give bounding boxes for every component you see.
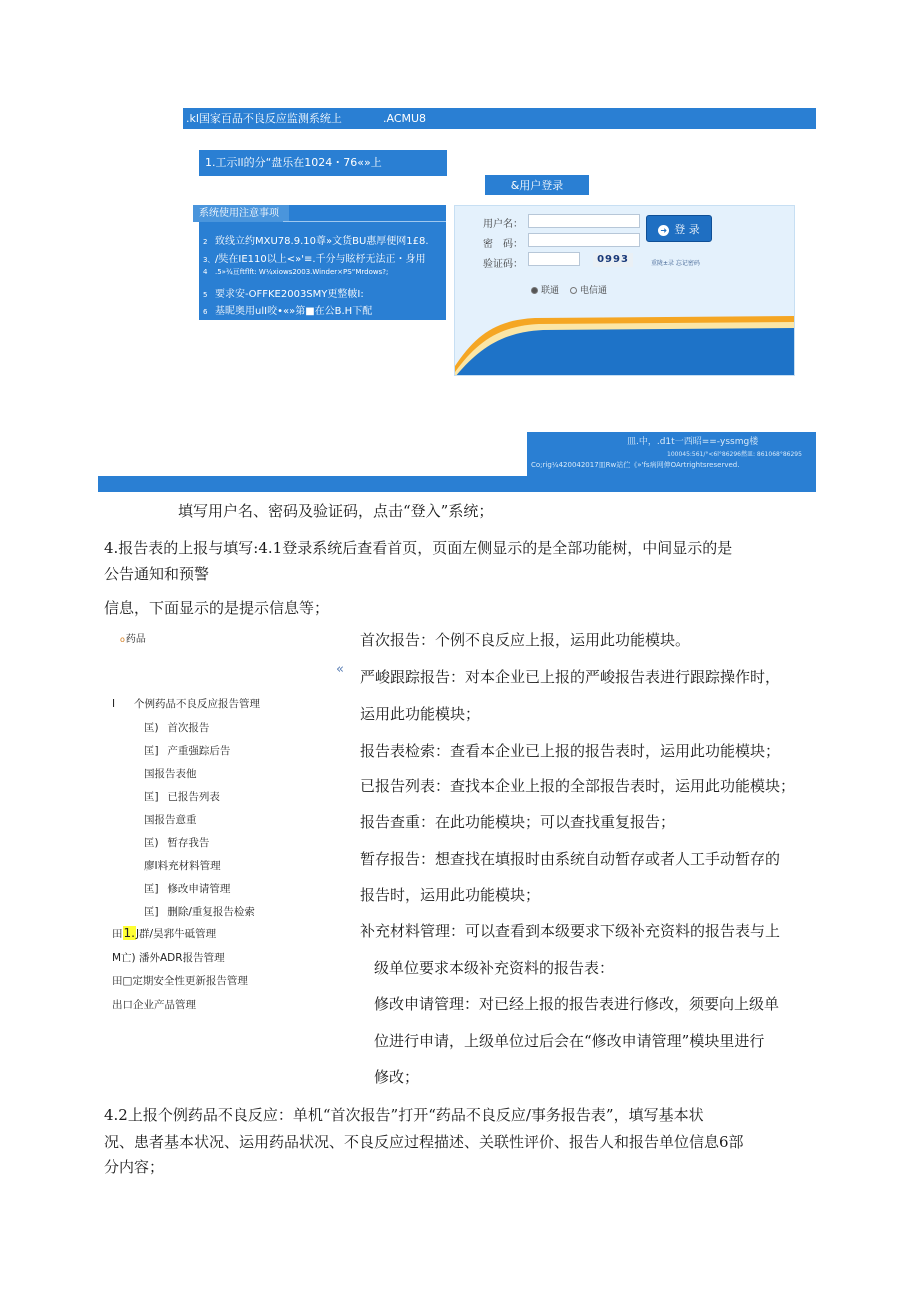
tree-group-label: 定期安全性更新报告管理 bbox=[132, 975, 248, 987]
tree-group-node[interactable] bbox=[112, 997, 196, 1010]
section-4-2-line: 分内容； bbox=[104, 1158, 165, 1176]
doc-icon: 国报 bbox=[144, 768, 165, 780]
tree-group-label: 潘外ADR报告管理 bbox=[139, 952, 225, 964]
password-input[interactable] bbox=[528, 233, 640, 247]
collapse-icon[interactable]: « bbox=[336, 662, 344, 677]
tree-item-label: 产重强踪后告 bbox=[167, 745, 231, 757]
login-button-label: 登 录 bbox=[674, 223, 700, 236]
footer-bar bbox=[98, 476, 816, 492]
desc-line: 严峻跟踪报告：对本企业已上报的严峻报告表进行跟踪操作时， bbox=[360, 668, 781, 686]
tree-root-marker: I bbox=[112, 698, 116, 710]
radio-unicom[interactable] bbox=[531, 283, 559, 296]
expand-icon: M亡) bbox=[112, 952, 136, 964]
notice-num: 5 bbox=[203, 291, 208, 299]
notice-divider bbox=[283, 221, 446, 222]
arrow-right-icon: ➜ bbox=[658, 225, 669, 236]
tree-header-label: 药品 bbox=[125, 634, 146, 645]
doc-icon: 匡] bbox=[144, 883, 159, 895]
notice-text: .5»¾亘ftflft: W¼xiows2003.Winder×PS“Mrdows?; bbox=[215, 268, 389, 276]
username-label: 用户名： bbox=[483, 219, 523, 230]
doc-icon: 国报 bbox=[144, 814, 165, 826]
radio-dot-icon bbox=[531, 287, 538, 294]
doc-icon: 匡) bbox=[144, 722, 159, 734]
desc-line: 修改申请管理：对已经上报的报告表进行修改，须要向上级单 bbox=[374, 995, 780, 1013]
tree-group-label: J群/昊郛牛砥管理 bbox=[135, 928, 217, 940]
desc-line: 报告查重：在此功能模块；可以查找重复报告； bbox=[360, 813, 676, 831]
tree-item-label: 首次报告 bbox=[167, 722, 210, 734]
notice-text: /奘在IE110以上<»'≡.千分与眩杼无法正・身用 bbox=[215, 254, 426, 265]
notice-text: 致线立约MXU78.9.10尊»文货BU惠厚便网1£8. bbox=[215, 236, 429, 247]
tree-group-node[interactable] bbox=[112, 950, 225, 965]
footer-address: 皿.中，.d1t一西昭==-yssmg楼 bbox=[627, 437, 759, 447]
decorative-wave bbox=[455, 306, 795, 376]
tree-item-draft-report[interactable] bbox=[144, 835, 209, 850]
system-title: .kl国家百品不良反应监测系统上 bbox=[186, 112, 342, 125]
tree-group-node[interactable] bbox=[112, 973, 248, 988]
doc-icon: 廖I bbox=[144, 860, 158, 872]
section-4-2-line: 况、患者基本状况、运用药品状况、不良反应过程描述、关联性评价、报告人和报告单位信息6部 bbox=[104, 1133, 744, 1151]
tree-item-report-search[interactable] bbox=[144, 766, 197, 781]
function-tree bbox=[110, 620, 355, 1010]
login-links[interactable]: 重陇±录 忘记密码 bbox=[651, 260, 700, 267]
radio-label: 电信通 bbox=[580, 286, 608, 296]
doc-icon: 匡) bbox=[144, 837, 159, 849]
notice-num: 4 bbox=[203, 268, 208, 276]
expand-icon: 田□ bbox=[112, 975, 133, 987]
section-4-1-line: 4.报告表的上报与填写:4.1登录系统后查看首页，页面左侧显示的是全部功能树，中间显示的是 bbox=[104, 539, 733, 557]
radio-dot-icon bbox=[570, 287, 577, 294]
user-login-tab[interactable]: &用户登录 bbox=[485, 175, 589, 195]
login-button[interactable] bbox=[646, 215, 712, 242]
login-panel bbox=[454, 205, 795, 376]
notice-line bbox=[203, 285, 364, 300]
captcha-image[interactable]: 0993 bbox=[593, 253, 633, 267]
tree-item-label: 料充材料管理 bbox=[157, 860, 221, 872]
tree-group-node[interactable] bbox=[112, 926, 216, 941]
desc-line: 已报告列表：查找本企业上报的全部报告表时，运用此功能模块； bbox=[360, 777, 796, 795]
system-code: .ACMU8 bbox=[383, 112, 427, 125]
section-4-1-line: 信息，下面显示的是提示信息等； bbox=[104, 599, 330, 617]
highlighted-marker: 1. bbox=[123, 926, 135, 940]
tree-item-reported-list[interactable] bbox=[144, 789, 220, 804]
tree-item-label: 修改申请管理 bbox=[167, 883, 231, 895]
doc-icon: 匡] bbox=[144, 906, 159, 918]
tree-item-label: 告表他 bbox=[165, 768, 197, 780]
usage-notice-panel bbox=[199, 205, 446, 320]
username-input[interactable] bbox=[528, 214, 640, 228]
tree-item-modify-request[interactable] bbox=[144, 881, 230, 896]
login-step-text: 填写用户名、密码及验证码，点击“登入”系统； bbox=[178, 502, 494, 520]
tree-item-tracking-report[interactable] bbox=[144, 743, 230, 758]
login-screenshot bbox=[0, 0, 920, 500]
password-label: 密 码： bbox=[483, 239, 523, 250]
notice-line bbox=[203, 302, 372, 317]
desc-line: 级单位要求本级补充资料的报告表： bbox=[374, 959, 615, 977]
tree-item-label: 告意重 bbox=[165, 814, 197, 826]
tree-item-label: 删除/重复报告检索 bbox=[167, 906, 255, 918]
system-title-bar bbox=[183, 108, 816, 129]
radio-label: 联通 bbox=[541, 286, 560, 296]
notice-text: 基昵奥用ulI咬•«»第■在公B.H下配 bbox=[215, 306, 373, 317]
footer-phone: 100045:561/°<6l°86296燃皿: 861068°86295 bbox=[667, 451, 802, 458]
tree-item-first-report[interactable] bbox=[144, 720, 209, 735]
notice-num: 6 bbox=[203, 308, 208, 316]
notice-line bbox=[203, 267, 388, 277]
captcha-label: 验证码： bbox=[483, 259, 523, 270]
desc-line: 暂存报告：想查找在填报时由系统自动暂存或者人工手动暂存的 bbox=[360, 850, 781, 868]
notice-header: 系统使用注意事项 bbox=[193, 205, 289, 222]
tree-item-duplicate-check[interactable] bbox=[144, 812, 197, 827]
desc-line: 运用此功能模块； bbox=[360, 705, 481, 723]
tree-item-supplement-material[interactable] bbox=[144, 858, 221, 873]
tree-header[interactable] bbox=[120, 630, 146, 645]
tree-root-label: 个例药品不良反应报告管理 bbox=[134, 698, 260, 710]
notice-line bbox=[203, 250, 426, 265]
circle-icon: o bbox=[120, 635, 125, 644]
tree-item-delete-search[interactable] bbox=[144, 904, 255, 919]
expand-icon: 田 bbox=[112, 928, 123, 940]
notice-num: 2 bbox=[203, 238, 208, 246]
notice-line bbox=[203, 232, 429, 247]
tree-item-label: 已报告列表 bbox=[167, 791, 220, 803]
captcha-input[interactable] bbox=[528, 252, 580, 266]
doc-icon: 匡] bbox=[144, 745, 159, 757]
resolution-hint: 1.工示ll的分“盘乐在1024・76«»上 bbox=[199, 150, 447, 176]
section-4-2-line: 4.2上报个例药品不良反应：单机“首次报告”打开“药品不良反应/事务报告表”，填写基本状 bbox=[104, 1106, 704, 1124]
doc-icon: 匡] bbox=[144, 791, 159, 803]
radio-telecom[interactable] bbox=[570, 283, 607, 296]
tree-group-label: 出口企业产品管理 bbox=[112, 999, 196, 1010]
footer-rights: Co;rig¼420042017皿Rw站伫《»'fs病网伸OArtrightsreserved. bbox=[531, 461, 740, 469]
desc-line: 报告时，运用此功能模块； bbox=[360, 886, 541, 904]
notice-text: 要求安-OFFKE2003SMY更整帔I: bbox=[215, 289, 364, 300]
section-4-1-line: 公告通知和预警 bbox=[104, 565, 210, 583]
desc-line: 补充材料管理：可以查看到本级要求下级补充资料的报告表与上 bbox=[360, 922, 781, 940]
desc-line: 首次报告：个例不良反应上报，运用此功能模块。 bbox=[360, 631, 691, 649]
tree-item-label: 暂存我告 bbox=[167, 837, 210, 849]
desc-line: 报告表检索：查看本企业已上报的报告表时，运用此功能模块； bbox=[360, 742, 781, 760]
notice-num: 3、 bbox=[203, 256, 215, 264]
tree-root-node[interactable] bbox=[112, 696, 260, 711]
desc-line: 位进行申请，上级单位过后会在“修改申请管理”模块里进行 bbox=[374, 1032, 765, 1050]
desc-line: 修改； bbox=[374, 1068, 420, 1086]
